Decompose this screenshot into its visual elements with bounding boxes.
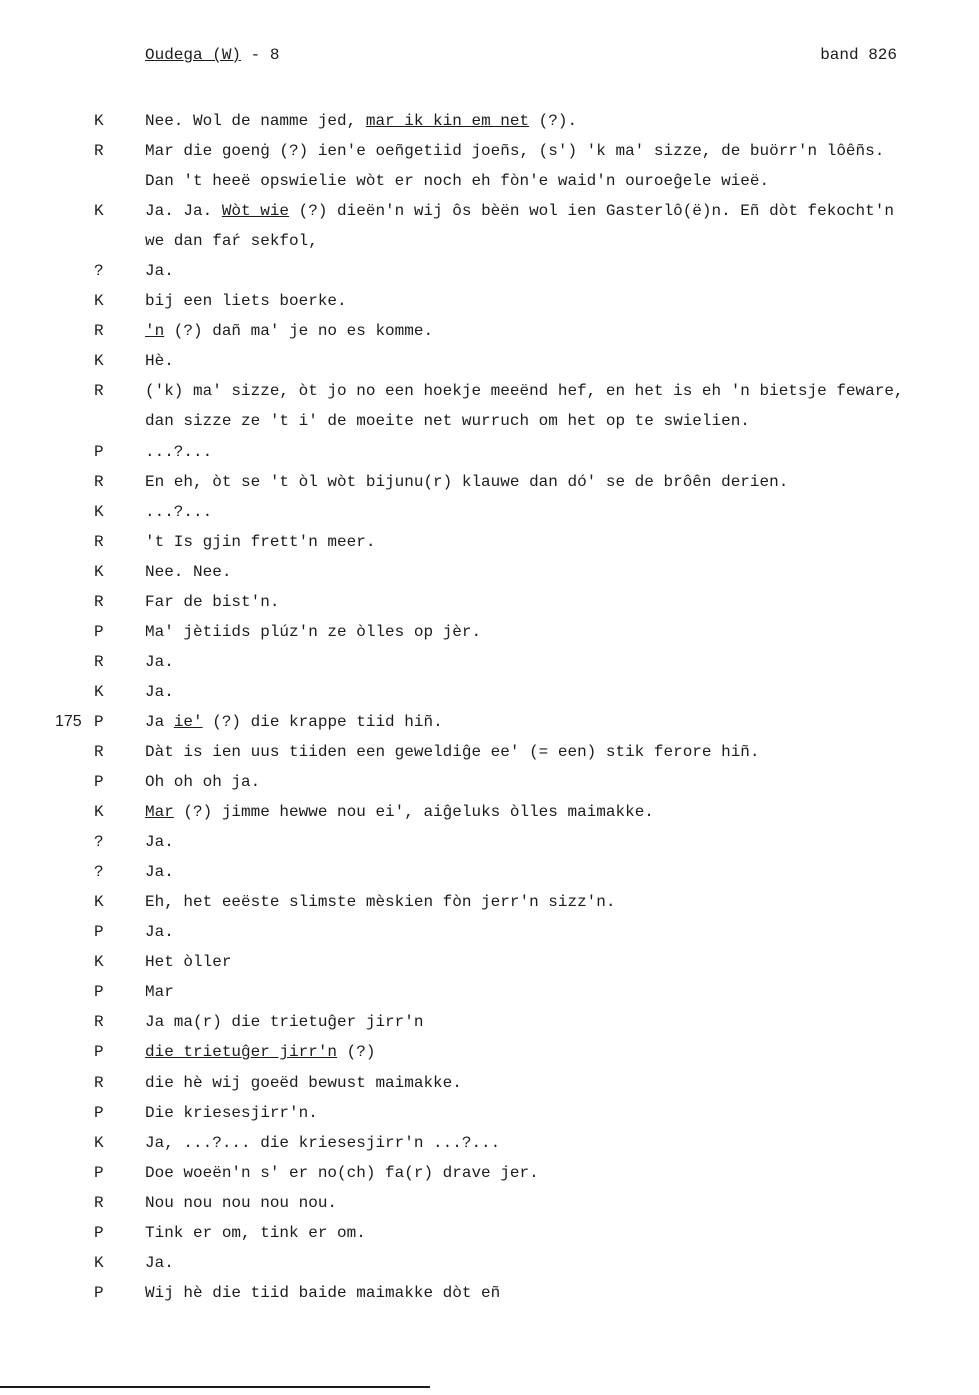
utterance-text xyxy=(145,557,231,587)
speaker-label: K xyxy=(94,893,104,912)
utterance-pre: Far de bist'n. xyxy=(145,592,280,611)
utterance-pre: Ja xyxy=(145,712,174,731)
speaker-label: K xyxy=(94,1253,104,1272)
utterance-text xyxy=(145,437,212,467)
utterance-post: (?) dieën'n wij ôs bèën wol ien Gasterlô(ë)n. Eñ dòt fekocht'n xyxy=(289,202,894,221)
transcript-line xyxy=(0,1037,979,1067)
utterance-pre: Tink er om, tink er om. xyxy=(145,1223,366,1242)
utterance-text xyxy=(145,256,174,286)
speaker-label: ? xyxy=(94,863,104,882)
speaker-label: ? xyxy=(94,833,104,852)
utterance-text xyxy=(145,316,433,346)
speaker-label: R xyxy=(94,742,104,761)
transcript-line xyxy=(0,196,979,226)
speaker-label: P xyxy=(94,1223,104,1242)
utterance-pre: bij een liets boerke. xyxy=(145,292,347,311)
transcript-line xyxy=(0,587,979,617)
utterance-text xyxy=(145,737,760,767)
utterance-pre: Doe woeën'n s' er no(ch) fa(r) drave jer. xyxy=(145,1163,539,1182)
utterance-text xyxy=(145,707,443,737)
utterance-text xyxy=(145,1248,174,1278)
utterance-pre: Oh oh oh ja. xyxy=(145,773,261,792)
utterance-pre: Ja, ...?... die kriesesjirr'n ...?... xyxy=(145,1133,501,1152)
utterance-post: (?) xyxy=(337,1043,376,1062)
speaker-label: P xyxy=(94,1163,104,1182)
transcript-line xyxy=(0,797,979,827)
speaker-label: K xyxy=(94,292,104,311)
utterance-text xyxy=(145,467,788,497)
utterance-text xyxy=(145,406,750,436)
utterance-pre: Ja. xyxy=(145,652,174,671)
utterance-pre: Ma' jètiids plúz'n ze òlles op jèr. xyxy=(145,622,482,641)
utterance-pre: 't Is gjin frett'n meer. xyxy=(145,532,376,551)
utterance-pre: Hè. xyxy=(145,352,174,371)
utterance-text xyxy=(145,1188,337,1218)
utterance-pre: Ja. xyxy=(145,863,174,882)
utterance-text xyxy=(145,527,375,557)
transcript-line xyxy=(0,1098,979,1128)
transcript-line xyxy=(0,376,979,406)
utterance-post: (?). xyxy=(529,112,578,130)
utterance-pre: Ja ma(r) die trietuĝer jirr'n xyxy=(145,1013,424,1032)
utterance-text xyxy=(145,106,577,136)
transcript-line xyxy=(0,557,979,587)
transcript-line xyxy=(0,917,979,947)
utterance-pre: dan sizze ze 't i' de moeite net wurruch om het op te swielien. xyxy=(145,412,750,431)
utterance-pre: En eh, òt se 't òl wòt bijunu(r) klauwe dan dó' se de brôên derien. xyxy=(145,472,789,491)
speaker-label: P xyxy=(94,622,104,641)
utterance-text xyxy=(145,226,318,256)
utterance-pre: Nou nou nou nou nou. xyxy=(145,1193,338,1212)
speaker-label: K xyxy=(94,562,104,581)
speaker-label: K xyxy=(94,202,104,221)
transcript-line xyxy=(0,857,979,887)
utterance-underlined: Wòt wie xyxy=(221,202,290,221)
transcript-line xyxy=(0,166,979,196)
utterance-text xyxy=(145,647,174,677)
speaker-label: K xyxy=(94,352,104,371)
utterance-pre: Dàt is ien uus tiiden een geweldiĝe ee' (= een) stik ferore hiñ. xyxy=(145,742,760,761)
utterance-underlined: die trietuĝer jirr'n xyxy=(145,1043,338,1062)
speaker-label: P xyxy=(94,1103,104,1122)
utterance-post: (?) dañ ma' je no es komme. xyxy=(164,322,434,341)
transcript-line xyxy=(0,106,979,136)
transcript-line xyxy=(0,887,979,917)
utterance-underlined: ie' xyxy=(173,712,203,731)
transcript-line xyxy=(0,226,979,256)
page-number: - 8 xyxy=(241,46,280,64)
speaker-label: K xyxy=(94,953,104,972)
speaker-label: R xyxy=(94,472,104,491)
transcript-line xyxy=(0,136,979,166)
utterance-pre: Nee. Wol de namme jed, xyxy=(145,112,366,130)
speaker-label: R xyxy=(94,382,104,401)
utterance-post: (?) jimme hewwe nou ei', aiĝeluks òlles maimakke. xyxy=(173,803,654,822)
utterance-pre: Ja. xyxy=(145,833,174,852)
utterance-text xyxy=(145,376,904,406)
utterance-text xyxy=(145,827,174,857)
transcript-line xyxy=(0,677,979,707)
utterance-pre: die hè wij goeëd bewust maimakke. xyxy=(145,1073,462,1092)
speaker-label: R xyxy=(94,592,104,611)
utterance-text xyxy=(145,677,174,707)
transcript-line xyxy=(0,346,979,376)
speaker-label: R xyxy=(94,142,104,161)
utterance-text xyxy=(145,887,615,917)
utterance-text xyxy=(145,497,212,527)
utterance-pre: Ja. xyxy=(145,1253,174,1272)
transcript-line xyxy=(0,467,979,497)
utterance-pre: ...?... xyxy=(145,442,213,461)
utterance-pre: Mar die goenġ (?) ien'e oeñgetiid joeñs, (s') 'k ma' sizze, de buörr'n lôêñs. xyxy=(145,142,885,161)
utterance-text xyxy=(145,166,769,196)
utterance-text xyxy=(145,1098,318,1128)
utterance-underlined: mar ik kin em net xyxy=(365,112,530,130)
transcript-line xyxy=(0,1278,979,1308)
transcript-line xyxy=(0,707,979,737)
utterance-text xyxy=(145,1007,423,1037)
transcript-line xyxy=(0,767,979,797)
transcript-line xyxy=(0,1218,979,1248)
speaker-label: K xyxy=(94,682,104,701)
speaker-label: P xyxy=(94,773,104,792)
speaker-label: R xyxy=(94,322,104,341)
speaker-label: P xyxy=(94,983,104,1002)
tape-reference: band 826 xyxy=(820,46,897,64)
transcript-line xyxy=(0,497,979,527)
speaker-label: P xyxy=(94,1283,104,1302)
transcript-line xyxy=(0,617,979,647)
utterance-text xyxy=(145,917,174,947)
page-title: Oudega (W) xyxy=(145,46,242,64)
utterance-underlined: 'n xyxy=(145,322,165,341)
utterance-text xyxy=(145,767,260,797)
utterance-pre: ('k) ma' sizze, òt jo no een hoekje meeënd hef, en het is eh 'n bietsje feware, xyxy=(145,382,904,401)
transcript-line xyxy=(0,737,979,767)
utterance-text xyxy=(145,587,279,617)
footer-rule xyxy=(0,1386,430,1388)
transcript-line xyxy=(0,827,979,857)
transcript-line xyxy=(0,647,979,677)
header-left xyxy=(145,46,279,64)
transcript-line xyxy=(0,947,979,977)
utterance-text xyxy=(145,797,654,827)
utterance-pre: Die kriesesjirr'n. xyxy=(145,1103,318,1122)
page-header xyxy=(145,46,897,70)
line-number-marker: 175 xyxy=(55,712,82,730)
utterance-text xyxy=(145,346,174,376)
utterance-post: (?) die krappe tiid hiñ. xyxy=(202,712,443,731)
speaker-label: P xyxy=(94,1043,104,1062)
utterance-text xyxy=(145,136,884,166)
transcript-line xyxy=(0,1188,979,1218)
utterance-text xyxy=(145,1068,462,1098)
transcript xyxy=(0,106,979,1308)
utterance-pre: Wij hè die tiid baide maimakke dòt eñ xyxy=(145,1283,501,1302)
utterance-text xyxy=(145,1278,500,1308)
speaker-label: R xyxy=(94,1073,104,1092)
utterance-underlined: Mar xyxy=(145,803,174,822)
speaker-label: ? xyxy=(94,262,104,281)
transcript-line xyxy=(0,1007,979,1037)
utterance-text xyxy=(145,617,481,647)
speaker-label: R xyxy=(94,652,104,671)
transcript-line xyxy=(0,1068,979,1098)
utterance-text xyxy=(145,196,894,226)
utterance-text xyxy=(145,286,347,316)
utterance-text xyxy=(145,857,174,887)
speaker-label: P xyxy=(94,442,104,461)
speaker-label: R xyxy=(94,1013,104,1032)
utterance-pre: Eh, het eeëste slimste mèskien fòn jerr'n sizz'n. xyxy=(145,893,616,912)
speaker-label: K xyxy=(94,803,104,822)
utterance-pre: ...?... xyxy=(145,502,213,521)
utterance-text xyxy=(145,1037,375,1067)
speaker-label: K xyxy=(94,502,104,521)
utterance-pre: Dan 't heeë opswielie wòt er noch eh fòn'e waid'n ouroeĝele wieë. xyxy=(145,172,770,191)
transcript-line xyxy=(0,1128,979,1158)
transcript-line xyxy=(0,286,979,316)
utterance-text xyxy=(145,947,231,977)
utterance-text xyxy=(145,1158,539,1188)
utterance-pre: Ja. xyxy=(145,262,174,281)
utterance-pre: Mar xyxy=(145,983,174,1002)
utterance-pre: Ja. xyxy=(145,923,174,942)
utterance-pre: Ja. Ja. xyxy=(145,202,222,221)
speaker-label: K xyxy=(94,112,104,130)
utterance-pre: we dan faŕ sekfol, xyxy=(145,232,318,251)
transcript-line xyxy=(0,316,979,346)
transcript-line xyxy=(0,1158,979,1188)
utterance-text xyxy=(145,1128,500,1158)
speaker-label: P xyxy=(94,923,104,942)
transcript-line xyxy=(0,256,979,286)
speaker-label: R xyxy=(94,532,104,551)
utterance-text xyxy=(145,977,174,1007)
utterance-pre: Nee. Nee. xyxy=(145,562,232,581)
utterance-pre: Het òller xyxy=(145,953,232,972)
transcript-line xyxy=(0,977,979,1007)
speaker-label: P xyxy=(94,712,104,731)
utterance-text xyxy=(145,1218,366,1248)
transcript-line xyxy=(0,1248,979,1278)
utterance-pre: Ja. xyxy=(145,682,174,701)
speaker-label: K xyxy=(94,1133,104,1152)
transcript-line xyxy=(0,437,979,467)
speaker-label: R xyxy=(94,1193,104,1212)
transcript-line xyxy=(0,527,979,557)
transcript-line xyxy=(0,406,979,436)
